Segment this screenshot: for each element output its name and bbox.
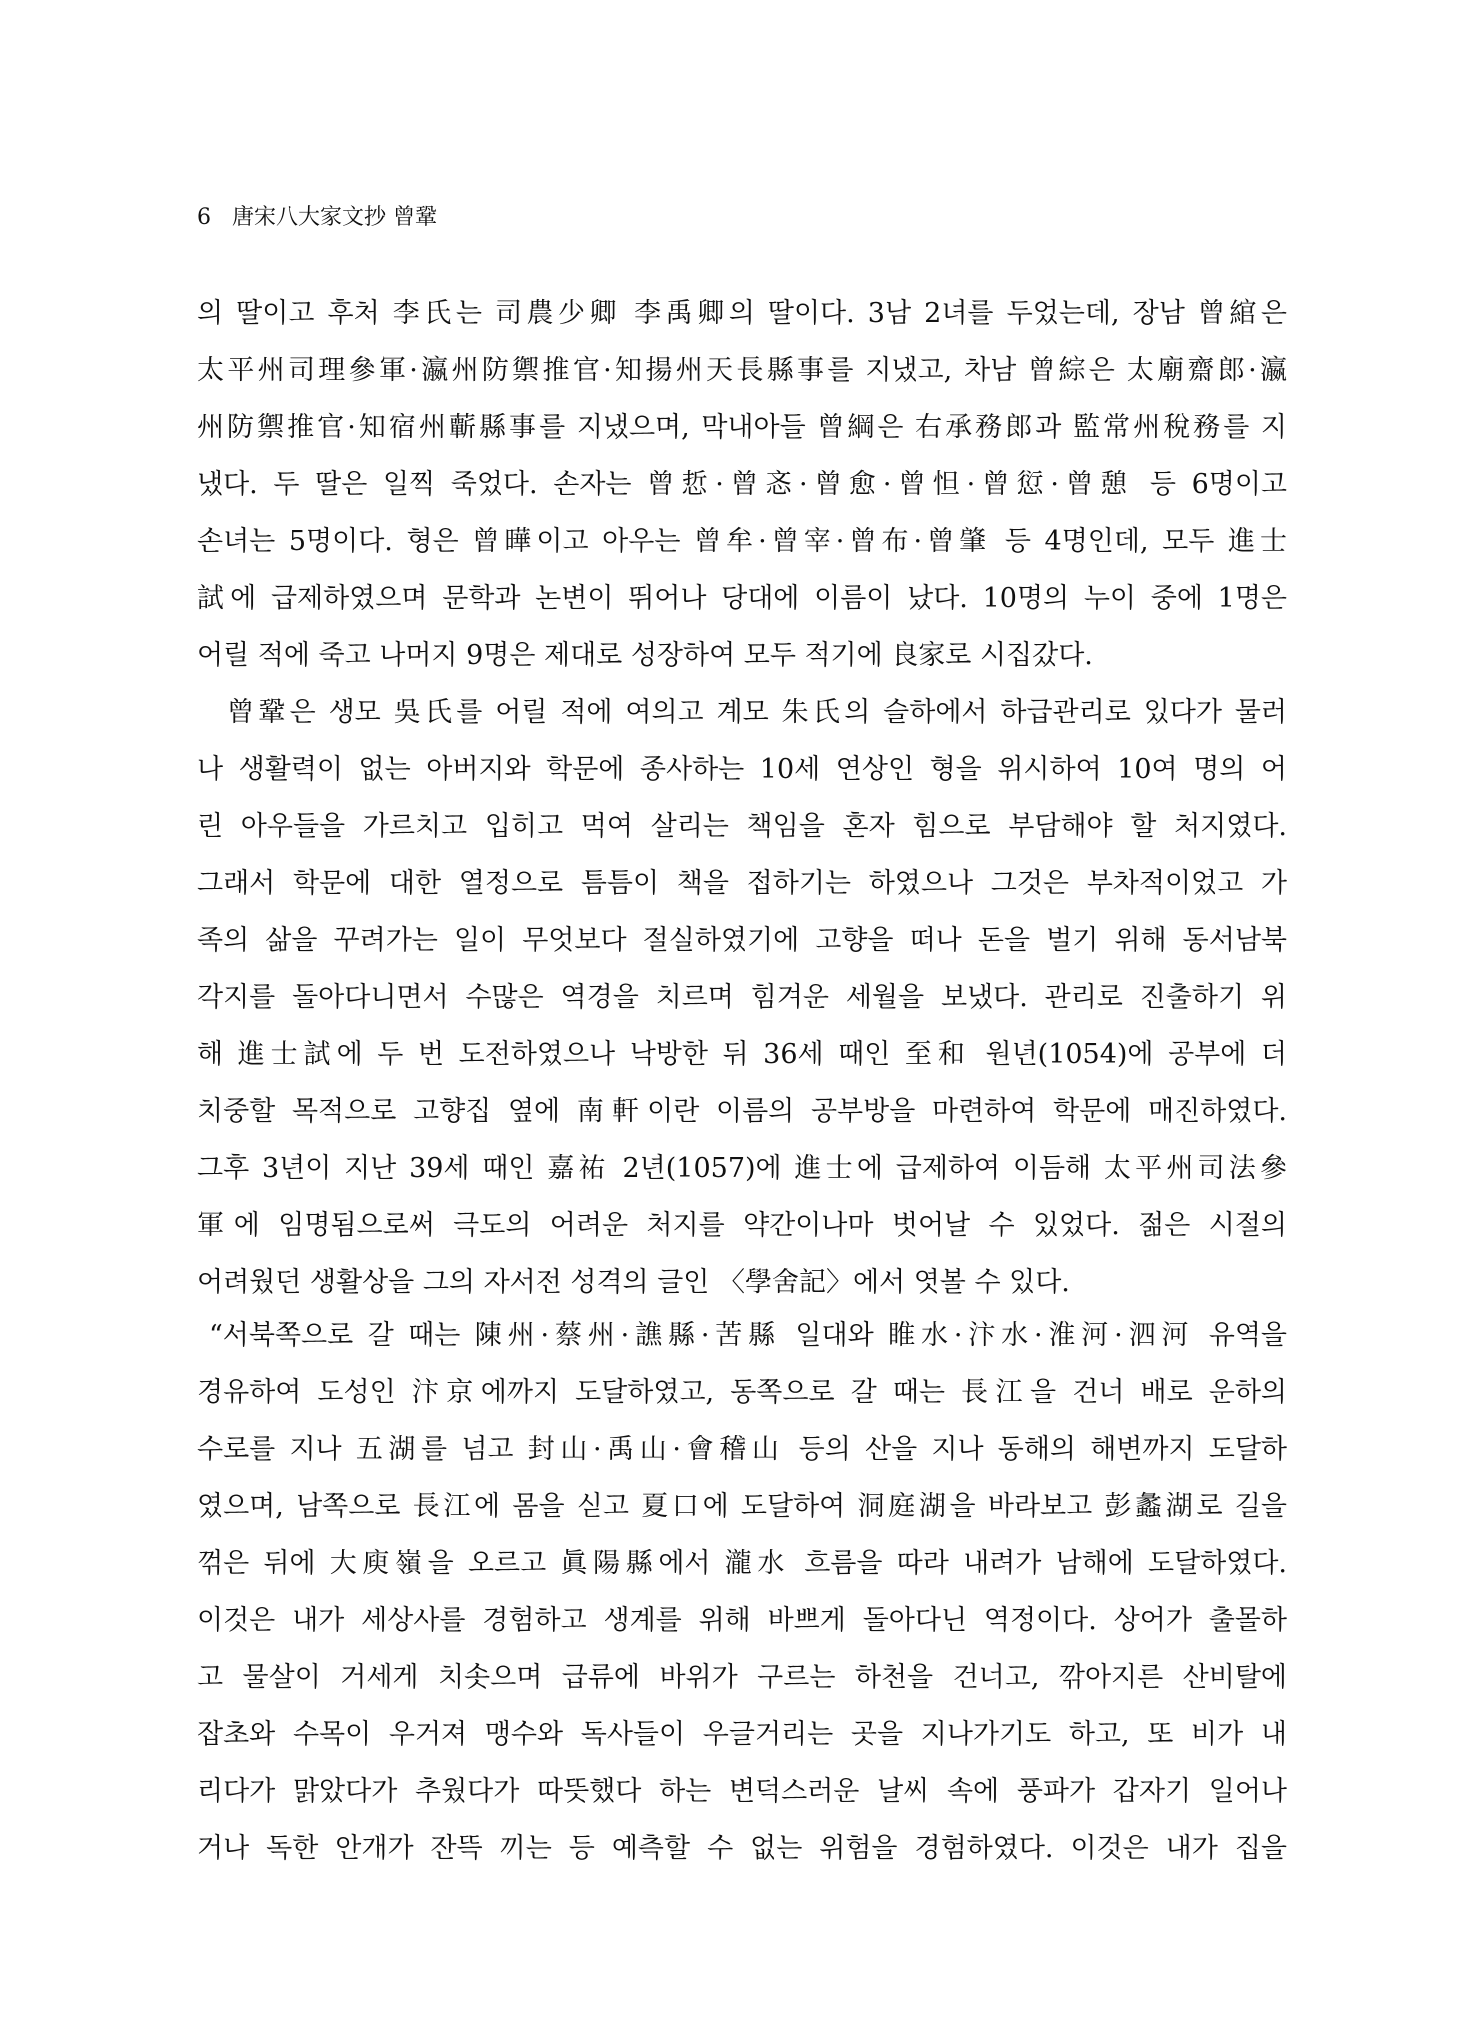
running-header: [197, 200, 437, 231]
text-line: 잡초와 수목이 우거져 맹수와 독사들이 우글거리는 곳을 지나가기도 하고, 또 비가 내: [197, 1719, 1287, 1750]
page-number: 6: [197, 205, 211, 230]
running-title: 唐宋八大家文抄 曾鞏: [232, 205, 437, 230]
text-line: 이것은 내가 세상사를 경험하고 생계를 위해 바쁘게 돌아다닌 역정이다. 상어가 출몰하: [197, 1605, 1287, 1636]
text-line: 太平州司理參軍·瀛州防禦推官·知揚州天長縣事를 지냈고, 차남 曾綜은 太廟齋郎·瀛: [197, 355, 1287, 386]
text-line: 曾鞏은 생모 吳氏를 어릴 적에 여의고 계모 朱氏의 슬하에서 하급관리로 있다가 물러: [227, 697, 1287, 728]
text-line: 린 아우들을 가르치고 입히고 먹여 살리는 책임을 혼자 힘으로 부담해야 할 처지였다.: [197, 811, 1287, 842]
text-line: 꺾은 뒤에 大庾嶺을 오르고 眞陽縣에서 瀧水 흐름을 따라 내려가 남해에 도달하였다.: [197, 1548, 1287, 1579]
text-line: 였으며, 남쪽으로 長江에 몸을 싣고 夏口에 도달하여 洞庭湖을 바라보고 彭蠡湖로 길을: [197, 1491, 1287, 1522]
text-line: 해 進士試에 두 번 도전하였으나 낙방한 뒤 36세 때인 至和 원년(1054)에 공부에 더: [197, 1039, 1287, 1070]
text-line: 치중할 목적으로 고향집 옆에 南軒이란 이름의 공부방을 마련하여 학문에 매진하였다.: [197, 1096, 1287, 1127]
text-line: 경유하여 도성인 汴京에까지 도달하였고, 동쪽으로 갈 때는 長江을 건너 배로 운하의: [197, 1377, 1287, 1408]
text-line: 냈다. 두 딸은 일찍 죽었다. 손자는 曾悊·曾忞·曾愈·曾怛·曾愆·曾憩 등 6명이고: [197, 469, 1287, 500]
text-line: 고 물살이 거세게 치솟으며 급류에 바위가 구르는 하천을 건너고, 깎아지른 산비탈에: [197, 1662, 1287, 1693]
text-line: 나 생활력이 없는 아버지와 학문에 종사하는 10세 연상인 형을 위시하여 10여 명의 어: [197, 754, 1287, 785]
text-line: 수로를 지나 五湖를 넘고 封山·禹山·會稽山 등의 산을 지나 동해의 해변까지 도달하: [197, 1434, 1287, 1465]
text-line: 州防禦推官·知宿州蘄縣事를 지냈으며, 막내아들 曾綱은 右承務郎과 監常州稅務를 지: [197, 412, 1287, 443]
text-line: 軍에 임명됨으로써 극도의 어려운 처지를 약간이나마 벗어날 수 있었다. 젊은 시절의: [197, 1210, 1287, 1241]
quotation-block: [197, 1307, 1287, 1877]
text-line: 의 딸이고 후처 李氏는 司農少卿 李禹卿의 딸이다. 3남 2녀를 두었는데, 장남 曾綰은: [197, 298, 1287, 329]
text-line: 그래서 학문에 대한 열정으로 틈틈이 책을 접하기는 하였으나 그것은 부차적이었고 가: [197, 868, 1287, 899]
text-line: 試에 급제하였으며 문학과 논변이 뛰어나 당대에 이름이 났다. 10명의 누이 중에 1명은: [197, 583, 1287, 614]
text-line: 족의 삶을 꾸려가는 일이 무엇보다 절실하였기에 고향을 떠나 돈을 벌기 위해 동서남북: [197, 925, 1287, 956]
text-line: 그후 3년이 지난 39세 때인 嘉祐 2년(1057)에 進士에 급제하여 이듬해 太平州司法參: [197, 1153, 1287, 1184]
text-line: 손녀는 5명이다. 형은 曾曄이고 아우는 曾牟·曾宰·曾布·曾肇 등 4명인데, 모두 進士: [197, 526, 1287, 557]
text-line: 거나 독한 안개가 잔뜩 끼는 등 예측할 수 없는 위험을 경험하였다. 이것은 내가 집을: [197, 1833, 1287, 1864]
text-line: 어릴 적에 죽고 나머지 9명은 제대로 성장하여 모두 적기에 良家로 시집갔다.: [197, 640, 1093, 671]
text-line: “서북쪽으로 갈 때는 陳州·蔡州·譙縣·苦縣 일대와 睢水·汴水·淮河·泗河 유역을: [209, 1320, 1287, 1351]
text-line: 각지를 돌아다니면서 수많은 역경을 치르며 힘겨운 세월을 보냈다. 관리로 진출하기 위: [197, 982, 1287, 1013]
paragraph-family: [197, 285, 1287, 1311]
text-line: 리다가 맑았다가 추웠다가 따뜻했다 하는 변덕스러운 날씨 속에 풍파가 갑자기 일어나: [197, 1776, 1287, 1807]
text-line: 어려웠던 생활상을 그의 자서전 성격의 글인 〈學舍記〉에서 엿볼 수 있다.: [197, 1267, 1070, 1298]
